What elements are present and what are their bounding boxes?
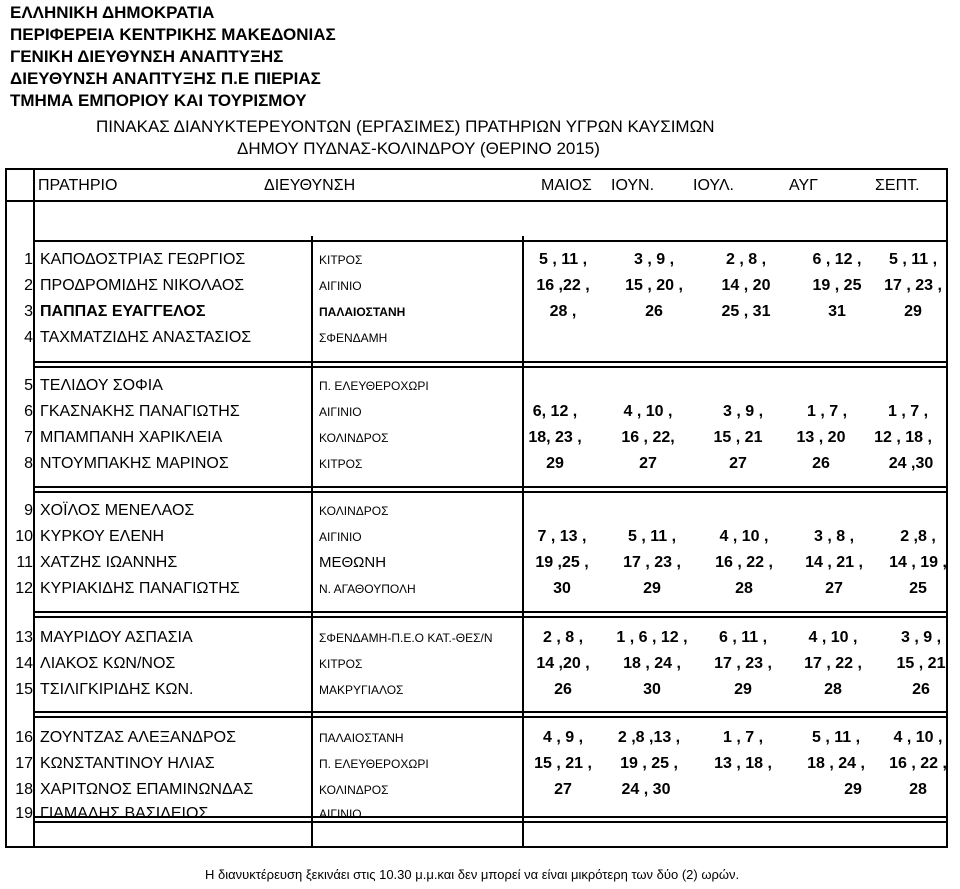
station-name: ΧΑΤΖΗΣ ΙΩΑΝΝΗΣ bbox=[40, 554, 178, 571]
station-name: ΓΙΑΜΑΛΗΣ ΒΑΣΙΛΕΙΟΣ bbox=[40, 805, 209, 822]
schedule-cell: 13 , 18 , bbox=[714, 755, 772, 772]
station-name: ΤΑΧΜΑΤΖΙΔΗΣ ΑΝΑΣΤΑΣΙΟΣ bbox=[40, 329, 252, 346]
col-header-sept: ΣΕΠΤ. bbox=[875, 177, 920, 194]
row-number: 6 bbox=[24, 403, 33, 420]
schedule-cell: 7 , 13 , bbox=[537, 528, 587, 545]
schedule-cell: 15 , 20 , bbox=[625, 277, 683, 294]
schedule-cell: 12 , 18 , bbox=[874, 429, 932, 446]
rule-g3-bottom bbox=[35, 611, 946, 613]
schedule-cell: 18 , 24 , bbox=[623, 655, 681, 672]
schedule-cell: 16 , 22, bbox=[621, 429, 675, 446]
station-address: ΠΑΛΑΙΟΣΤΑΝΗ bbox=[319, 731, 404, 745]
rule-g2-bottom bbox=[35, 486, 946, 488]
schedule-cell: 5 , 11 , bbox=[538, 251, 588, 268]
schedule-cell: 2 , 8 , bbox=[725, 251, 767, 268]
station-address: ΑΙΓΙΝΙΟ bbox=[319, 279, 362, 293]
station-address: ΚΙΤΡΟΣ bbox=[319, 253, 363, 267]
schedule-cell: 2 ,8 ,13 , bbox=[617, 729, 681, 746]
schedule-cell: 5 , 11 , bbox=[888, 251, 938, 268]
schedule-cell: 18, 23 , bbox=[528, 429, 582, 446]
station-address: ΜΕΘΩΝΗ bbox=[319, 554, 387, 571]
col-header-aug: ΑΥΓ bbox=[789, 177, 818, 194]
org-line-3: ΓΕΝΙΚΗ ΔΙΕΥΘΥΝΣΗ ΑΝΑΠΤΥΞΗΣ bbox=[10, 47, 284, 66]
schedule-cell: 1 , 7 , bbox=[722, 729, 764, 746]
station-name: ΧΟΪΛΟΣ ΜΕΝΕΛΑΟΣ bbox=[40, 502, 195, 519]
schedule-cell: 14 , 19 , bbox=[889, 554, 947, 571]
rule-g4-bottom bbox=[35, 711, 946, 713]
station-address: ΑΙΓΙΝΙΟ bbox=[319, 405, 362, 419]
schedule-cell: 4 , 10 , bbox=[719, 528, 769, 545]
schedule-cell: 27 bbox=[825, 580, 843, 597]
divider-number bbox=[33, 170, 35, 846]
col-header-address: ΔΙΕΥΘΥΝΣΗ bbox=[264, 177, 356, 194]
row-number: 13 bbox=[15, 629, 33, 646]
schedule-cell: 19 , 25 bbox=[812, 277, 862, 294]
rule-g1-top bbox=[35, 240, 946, 242]
rule-g1-bottom bbox=[35, 361, 946, 363]
schedule-cell: 26 bbox=[554, 681, 572, 698]
schedule-cell: 15 , 21 bbox=[713, 429, 763, 446]
station-name: ΚΥΡΙΑΚΙΔΗΣ ΠΑΝΑΓΙΩΤΗΣ bbox=[40, 580, 240, 597]
station-address: ΚΙΤΡΟΣ bbox=[319, 657, 363, 671]
schedule-cell: 13 , 20 bbox=[796, 429, 846, 446]
schedule-cell: 17 , 22 , bbox=[804, 655, 862, 672]
schedule-cell: 27 bbox=[554, 781, 572, 798]
footer-note: Η διανυκτέρευση ξεκινάει στις 10.30 μ.μ.και δεν μπορεί να είναι μικρότερη των δύο (2) ωρών. bbox=[205, 867, 740, 882]
schedule-cell: 31 bbox=[828, 303, 846, 320]
rule-g5-top bbox=[35, 716, 946, 718]
schedule-cell: 19 ,25 , bbox=[535, 554, 589, 571]
row-number: 15 bbox=[15, 681, 33, 698]
col-header-may: ΜΑΙΟΣ bbox=[541, 177, 592, 194]
schedule-cell: 4 , 10 , bbox=[623, 403, 673, 420]
schedule-cell: 29 bbox=[643, 580, 661, 597]
schedule-cell: 17 , 23 , bbox=[714, 655, 772, 672]
schedule-cell: 14 ,20 , bbox=[536, 655, 590, 672]
schedule-cell: 3 , 9 , bbox=[900, 629, 942, 646]
schedule-cell: 30 bbox=[643, 681, 661, 698]
station-name: ΚΑΠΟΔΟΣΤΡΙΑΣ ΓΕΩΡΓΙΟΣ bbox=[40, 251, 246, 268]
station-address: ΑΙΓΙΝΙΟ bbox=[319, 807, 362, 821]
row-number: 5 bbox=[24, 377, 33, 394]
schedule-cell: 18 , 24 , bbox=[807, 755, 865, 772]
col-header-june: ΙΟΥΝ. bbox=[611, 177, 655, 194]
schedule-cell: 28 bbox=[909, 781, 927, 798]
station-name: ΤΣΙΛΙΓΚΙΡΙΔΗΣ ΚΩΝ. bbox=[40, 681, 194, 698]
schedule-cell: 16 , 22 , bbox=[715, 554, 773, 571]
schedule-cell: 1 , 6 , 12 , bbox=[616, 629, 688, 646]
table-title: ΠΙΝΑΚΑΣ ΔΙΑΝΥΚΤΕΡΕΥΟΝΤΩΝ (ΕΡΓΑΣΙΜΕΣ) ΠΡΑΤΗΡΙΩΝ ΥΓΡΩΝ ΚΑΥΣΙΜΩΝ bbox=[96, 117, 715, 136]
schedule-cell: 26 bbox=[912, 681, 930, 698]
schedule-cell: 2 ,8 , bbox=[900, 528, 936, 545]
station-address: ΣΦΕΝΔΑΜΗ-Π.Ε.Ο ΚΑΤ.-ΘΕΣ/Ν bbox=[319, 631, 493, 645]
row-number: 7 bbox=[24, 429, 33, 446]
schedule-cell: 4 , 9 , bbox=[542, 729, 584, 746]
row-number: 4 bbox=[24, 329, 33, 346]
schedule-cell: 1 , 7 , bbox=[806, 403, 848, 420]
row-number: 17 bbox=[15, 755, 33, 772]
station-address: Π. ΕΛΕΥΘΕΡΟΧΩΡΙ bbox=[319, 757, 429, 771]
org-line-2: ΠΕΡΙΦΕΡΕΙΑ ΚΕΝΤΡΙΚΗΣ ΜΑΚΕΔΟΝΙΑΣ bbox=[10, 25, 336, 44]
station-name: ΖΟΥΝΤΖΑΣ ΑΛΕΞΑΝΔΡΟΣ bbox=[40, 729, 236, 746]
schedule-cell: 24 , 30 bbox=[621, 781, 671, 798]
org-line-5: ΤΜΗΜΑ ΕΜΠΟΡΙΟΥ ΚΑΙ ΤΟΥΡΙΣΜΟΥ bbox=[10, 91, 307, 110]
schedule-cell: 27 bbox=[639, 455, 657, 472]
row-number: 19 bbox=[15, 805, 33, 822]
row-number: 8 bbox=[24, 455, 33, 472]
row-number: 10 bbox=[15, 528, 33, 545]
row-number: 3 bbox=[24, 303, 33, 320]
station-name: ΠΑΠΠΑΣ ΕΥΑΓΓΕΛΟΣ bbox=[40, 303, 206, 320]
schedule-cell: 2 , 8 , bbox=[542, 629, 584, 646]
schedule-table bbox=[5, 168, 948, 848]
station-address: Π. ΕΛΕΥΘΕΡΟΧΩΡΙ bbox=[319, 379, 429, 393]
station-name: ΜΑΥΡΙΔΟΥ ΑΣΠΑΣΙΑ bbox=[40, 629, 193, 646]
schedule-cell: 14 , 21 , bbox=[805, 554, 863, 571]
station-address: ΚΟΛΙΝΔΡΟΣ bbox=[319, 431, 389, 445]
schedule-cell: 14 , 20 bbox=[721, 277, 771, 294]
station-address: ΠΑΛΑΙΟΣΤΑΝΗ bbox=[319, 305, 406, 319]
station-name: ΚΩΝΣΤΑΝΤΙΝΟΥ ΗΛΙΑΣ bbox=[40, 755, 215, 772]
rule-g4-top bbox=[35, 616, 946, 618]
schedule-cell: 27 bbox=[729, 455, 747, 472]
schedule-cell: 5 , 11 , bbox=[627, 528, 677, 545]
station-address: ΚΙΤΡΟΣ bbox=[319, 457, 363, 471]
row-number: 12 bbox=[15, 580, 33, 597]
schedule-cell: 28 bbox=[824, 681, 842, 698]
schedule-cell: 29 bbox=[546, 455, 564, 472]
schedule-cell: 24 ,30 bbox=[888, 455, 934, 472]
station-address: ΜΑΚΡΥΓΙΑΛΟΣ bbox=[319, 683, 404, 697]
divider-name bbox=[311, 236, 313, 846]
station-name: ΤΕΛΙΔΟΥ ΣΟΦΙΑ bbox=[40, 377, 163, 394]
row-number: 2 bbox=[24, 277, 33, 294]
row-number: 14 bbox=[15, 655, 33, 672]
row-number: 1 bbox=[24, 251, 33, 268]
station-name: ΝΤΟΥΜΠΑΚΗΣ ΜΑΡΙΝΟΣ bbox=[40, 455, 229, 472]
schedule-cell: 5 , 11 , bbox=[811, 729, 861, 746]
schedule-cell: 29 bbox=[904, 303, 922, 320]
col-header-july: ΙΟΥΛ. bbox=[693, 177, 734, 194]
schedule-cell: 19 , 25 , bbox=[620, 755, 678, 772]
schedule-cell: 17 , 23 , bbox=[884, 277, 942, 294]
station-address: ΑΙΓΙΝΙΟ bbox=[319, 530, 362, 544]
table-subtitle: ΔΗΜΟΥ ΠΥΔΝΑΣ-ΚΟΛΙΝΔΡΟΥ (ΘΕΡΙΝΟ 2015) bbox=[237, 139, 600, 158]
station-address: Ν. ΑΓΑΘΟΥΠΟΛΗ bbox=[319, 582, 416, 596]
schedule-cell: 1 , 7 , bbox=[887, 403, 929, 420]
schedule-cell: 28 , bbox=[549, 303, 577, 320]
schedule-cell: 30 bbox=[553, 580, 571, 597]
station-name: ΛΙΑΚΟΣ ΚΩΝ/ΝΟΣ bbox=[40, 655, 176, 672]
schedule-cell: 16 ,22 , bbox=[536, 277, 590, 294]
row-number: 9 bbox=[24, 502, 33, 519]
station-name: ΧΑΡΙΤΩΝΟΣ ΕΠΑΜΙΝΩΝΔΑΣ bbox=[40, 781, 254, 798]
schedule-cell: 6 , 12 , bbox=[812, 251, 862, 268]
col-header-station: ΠΡΑΤΗΡΙΟ bbox=[38, 177, 118, 194]
station-name: ΠΡΟΔΡΟΜΙΔΗΣ ΝΙΚΟΛΑΟΣ bbox=[40, 277, 245, 294]
schedule-cell: 16 , 22 , bbox=[889, 755, 947, 772]
rule-g2-top bbox=[35, 366, 946, 368]
schedule-cell: 4 , 10 , bbox=[893, 729, 943, 746]
schedule-cell: 25 , 31 bbox=[721, 303, 771, 320]
row-number: 11 bbox=[16, 554, 33, 571]
schedule-cell: 4 , 10 , bbox=[808, 629, 858, 646]
schedule-cell: 6 , 11 , bbox=[718, 629, 768, 646]
schedule-cell: 28 bbox=[735, 580, 753, 597]
schedule-cell: 6, 12 , bbox=[532, 403, 578, 420]
schedule-cell: 29 bbox=[844, 781, 862, 798]
schedule-cell: 3 , 9 , bbox=[722, 403, 764, 420]
org-line-1: ΕΛΛΗΝΙΚΗ ΔΗΜΟΚΡΑΤΙΑ bbox=[10, 3, 215, 22]
schedule-cell: 3 , 9 , bbox=[633, 251, 675, 268]
schedule-cell: 3 , 8 , bbox=[813, 528, 855, 545]
schedule-cell: 25 bbox=[909, 580, 927, 597]
row-number: 16 bbox=[15, 729, 33, 746]
station-address: ΚΟΛΙΝΔΡΟΣ bbox=[319, 504, 389, 518]
station-name: ΚΥΡΚΟΥ ΕΛΕΝΗ bbox=[40, 528, 165, 545]
station-address: ΣΦΕΝΔΑΜΗ bbox=[319, 331, 388, 345]
station-name: ΓΚΑΣΝΑΚΗΣ ΠΑΝΑΓΙΩΤΗΣ bbox=[40, 403, 240, 420]
schedule-cell: 26 bbox=[812, 455, 830, 472]
rule-g3-top bbox=[35, 491, 946, 493]
header-rule bbox=[7, 200, 946, 202]
station-name: ΜΠΑΜΠΑΝΗ ΧΑΡΙΚΛΕΙΑ bbox=[40, 429, 223, 446]
schedule-cell: 26 bbox=[645, 303, 663, 320]
schedule-cell: 15 , 21 bbox=[896, 655, 946, 672]
row-number: 18 bbox=[15, 781, 33, 798]
schedule-cell: 17 , 23 , bbox=[623, 554, 681, 571]
schedule-cell: 29 bbox=[734, 681, 752, 698]
schedule-cell: 15 , 21 , bbox=[534, 755, 592, 772]
station-address: ΚΟΛΙΝΔΡΟΣ bbox=[319, 783, 389, 797]
org-line-4: ΔΙΕΥΘΥΝΣΗ ΑΝΑΠΤΥΞΗΣ Π.Ε ΠΙΕΡΙΑΣ bbox=[10, 69, 321, 88]
